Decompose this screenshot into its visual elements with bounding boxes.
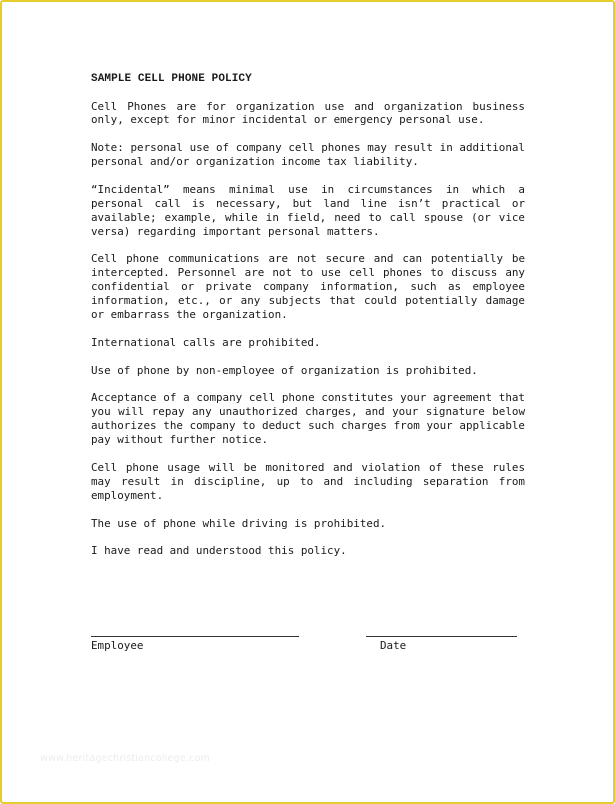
signature-area xyxy=(91,636,525,666)
document-body xyxy=(91,72,525,572)
policy-paragraph-business-use: Cell Phones are for organization use and organization business only, except for minor incidental or emergency personal use. xyxy=(91,99,525,127)
date-signature-label: Date xyxy=(380,639,407,652)
policy-paragraph-acknowledgement: I have read and understood this policy. xyxy=(91,544,347,558)
policy-paragraph-tax-note: Note: personal use of company cell phones may result in additional personal and/or organization income tax liability. xyxy=(91,141,525,169)
watermark: www.heritagechristiancollege.com xyxy=(40,753,210,764)
document-title: SAMPLE CELL PHONE POLICY xyxy=(91,73,252,85)
employee-signature-line[interactable] xyxy=(91,636,299,637)
policy-paragraph-monitoring: Cell phone usage will be monitored and violation of these rules may result in discipline, up to and including separation from employment. xyxy=(91,460,525,502)
policy-paragraph-non-employee: Use of phone by non-employee of organization is prohibited. xyxy=(91,363,478,377)
policy-paragraph-acceptance: Acceptance of a company cell phone constitutes your agreement that you will repay any unauthorized charges, and your signature below authorizes the company to deduct such charges from your applicable pay without further notice. xyxy=(91,391,525,447)
date-signature-line[interactable] xyxy=(366,636,517,637)
policy-paragraph-incidental: “Incidental” means minimal use in circumstances in which a personal call is necessary, but land line isn’t practical or available; example, while in field, need to call spouse (or vice versa) regarding important personal matters. xyxy=(91,182,525,238)
policy-paragraph-driving: The use of phone while driving is prohibited. xyxy=(91,516,387,530)
policy-paragraph-security: Cell phone communications are not secure and can potentially be intercepted. Personnel are not to use cell phones to discuss any confidential or private company information, such as employee information, etc., or any subjects that could potentially damage or embarrass the organization. xyxy=(91,252,525,322)
policy-paragraph-international: International calls are prohibited. xyxy=(91,335,321,349)
employee-signature-label: Employee xyxy=(91,639,144,652)
